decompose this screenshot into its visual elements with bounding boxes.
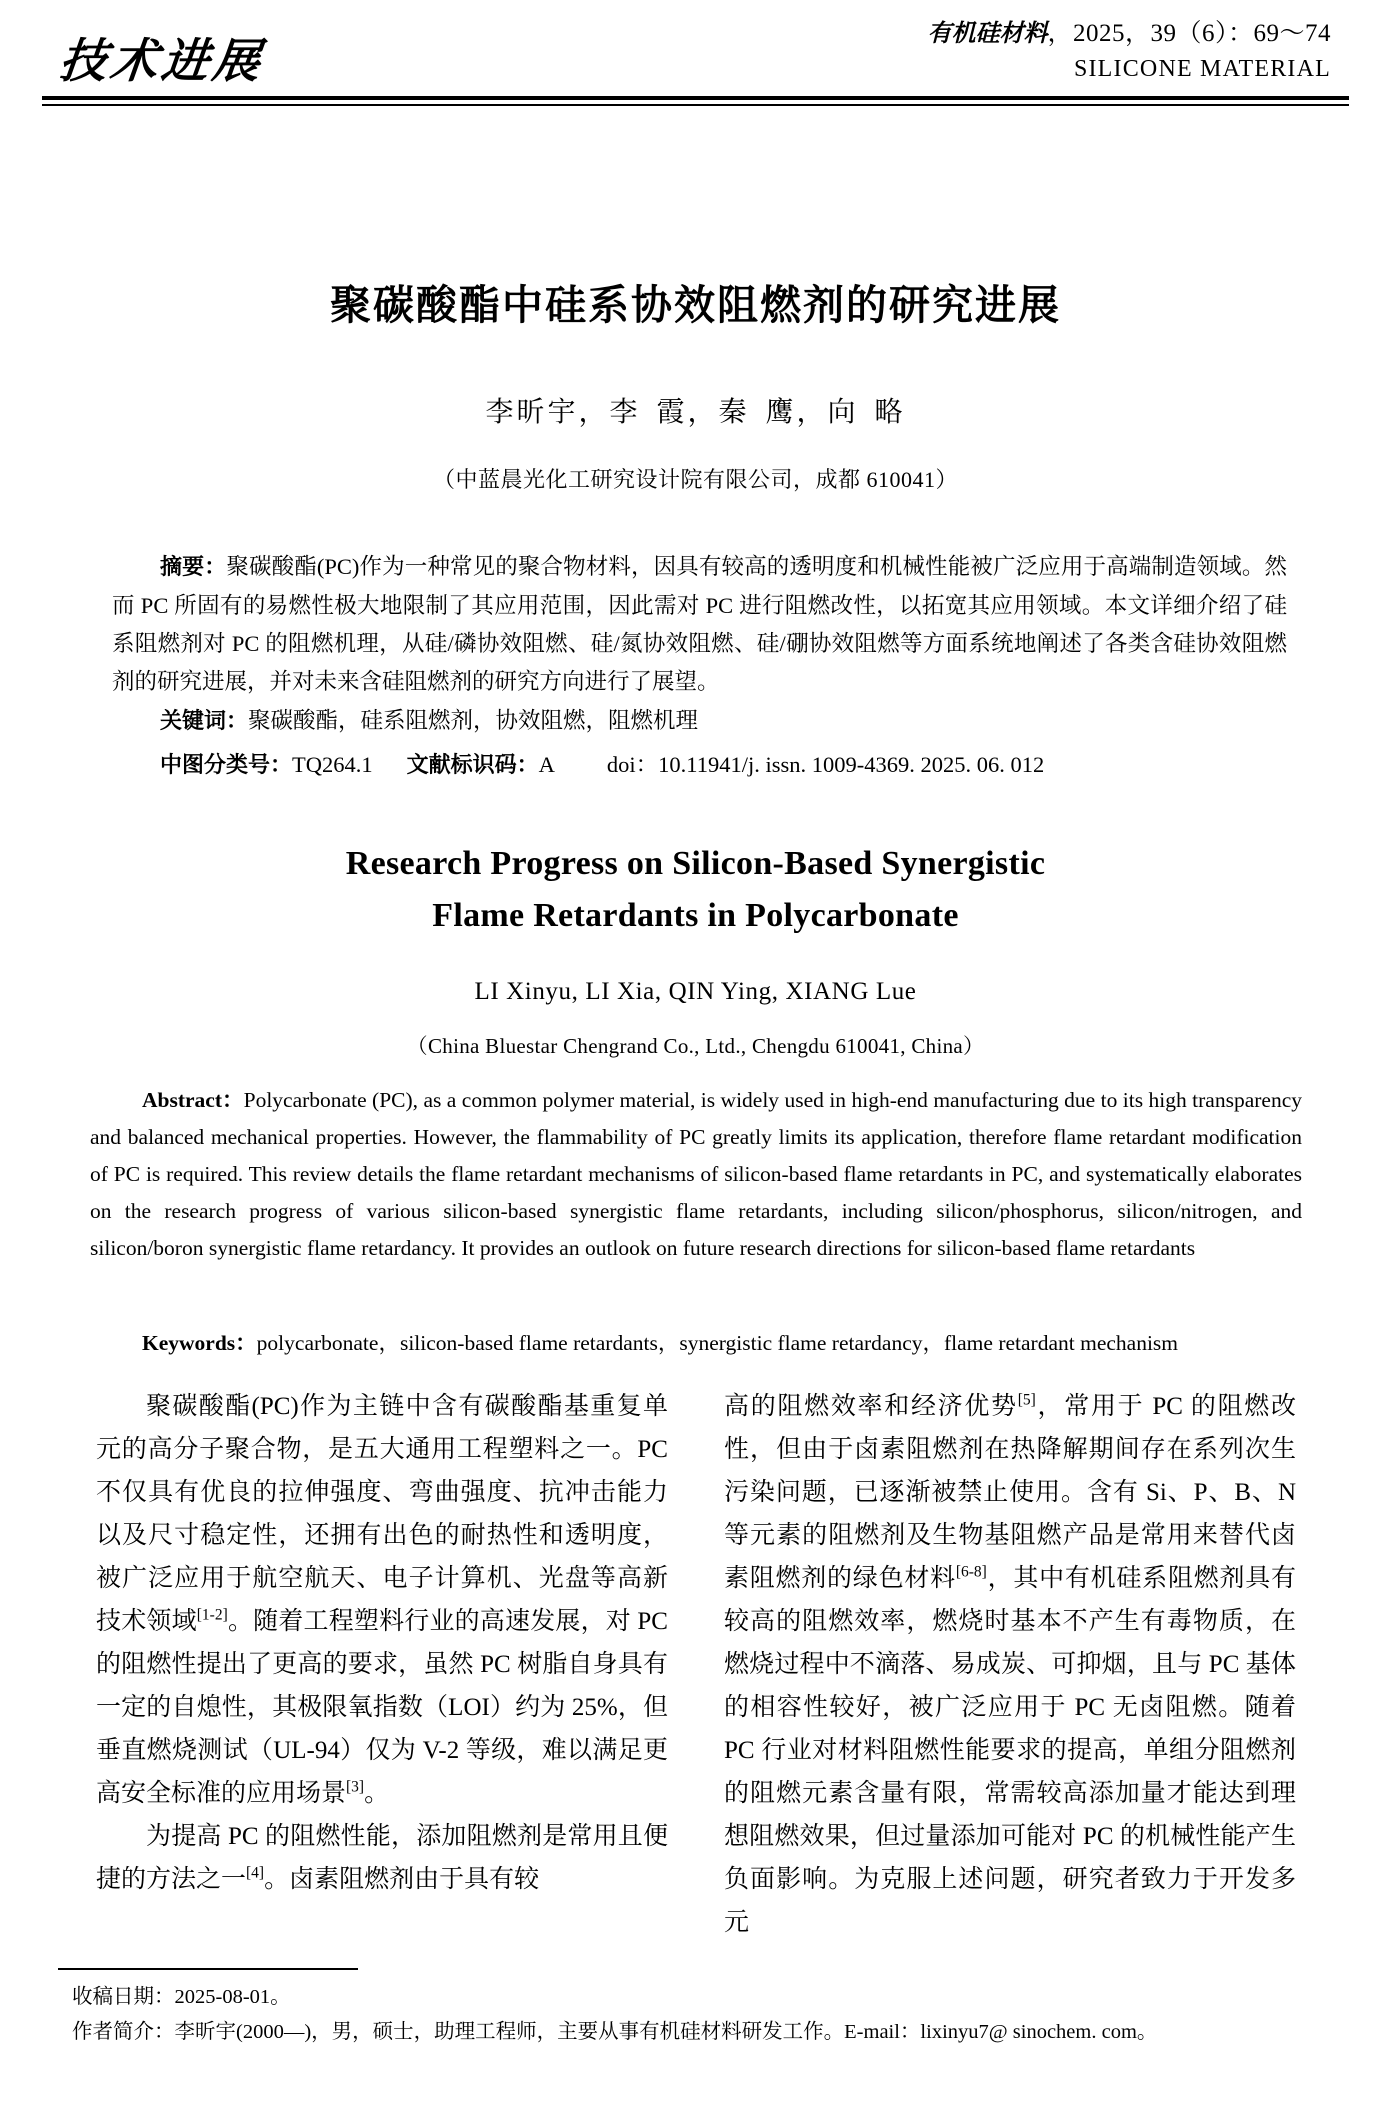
author-bio-value: 李昕宇(2000—)，男，硕士，助理工程师，主要从事有机硅材料研发工作。E-mail：lixinyu7@ sinochem. com。 <box>174 2021 1158 2043</box>
keywords-cn-label: 关键词： <box>160 709 249 734</box>
received-date-line <box>72 1980 1322 2015</box>
body-paragraph <box>96 1815 668 1901</box>
doc-code-value: A <box>538 752 555 777</box>
clc-value: TQ264.1 <box>292 752 373 777</box>
affiliation-cn: （中蓝晨光化工研究设计院有限公司，成都 610041） <box>432 467 958 492</box>
body-column-left <box>96 1385 668 1901</box>
header-rule-thick <box>42 96 1349 100</box>
footnotes <box>72 1980 1322 2050</box>
received-date-value: 2025-08-01。 <box>174 1986 291 2008</box>
classification-line <box>160 748 1310 783</box>
journal-citation <box>711 18 1331 49</box>
abstract-cn-label: 摘要： <box>160 555 227 580</box>
author-bio-line <box>72 2015 1322 2050</box>
doi-value: 10.11941/j. issn. 1009-4369. 2025. 06. 012 <box>658 752 1045 777</box>
authors-en: LI Xinyu, LI Xia, QIN Ying, XIANG Lue <box>474 978 917 1005</box>
journal-info <box>711 18 1331 83</box>
abstract-cn <box>112 548 1287 701</box>
journal-name-cn: 有机硅材料 <box>927 18 1048 47</box>
author-cn-4: 略 <box>874 397 906 428</box>
author-cn-1: 李昕宇，李 <box>485 397 641 428</box>
keywords-cn <box>160 704 1290 739</box>
masthead <box>56 18 1331 96</box>
journal-name-en: SILICONE MATERIAL <box>1073 56 1331 83</box>
author-bio-label: 作者简介： <box>72 2021 175 2043</box>
journal-volume-issue: ，2025，39（6）：69～74 <box>1047 20 1331 47</box>
citation-ref: [6-8] <box>955 1563 987 1581</box>
authors-cn <box>0 390 1391 430</box>
keywords-en-text: polycarbonate，silicon-based flame retardants，synergistic flame retardancy，flame retardant mechanism <box>256 1331 1179 1355</box>
body-paragraph <box>96 1385 668 1815</box>
clc-label: 中图分类号： <box>160 753 293 778</box>
citation-ref: [4] <box>246 1864 265 1882</box>
author-cn-3: 鹰，向 <box>765 397 859 428</box>
keywords-cn-text: 聚碳酸酯，硅系阻燃剂，协效阻燃，阻燃机理 <box>248 708 699 733</box>
affiliation-en: （China Bluestar Chengrand Co., Ltd., Chengdu 610041, China） <box>406 1034 985 1058</box>
page-title-cn: 聚碳酸酯中硅系协效阻燃剂的研究进展 <box>330 281 1061 329</box>
abstract-en-label: Abstract： <box>142 1088 244 1112</box>
doi-label: doi： <box>606 752 659 777</box>
doc-code-label: 文献标识码： <box>406 753 539 778</box>
abstract-en-text: Polycarbonate (PC), as a common polymer material, is widely used in high-end manufacturing due to its high transparency and balanced mechanical properties. However, the flammability of PC greatly limits its application, therefore flame retardant modification of PC is required. This review details the flame retardant mechanisms of silicon-based flame retardants in PC, and systematically elaborates on the research progress of various silicon-based synergistic flame retardants, including silicon/phosphorus, silicon/nitrogen, and silicon/boron synergistic flame retardancy. It provides an outlook on future research directions for silicon-based flame retardants <box>90 1088 1302 1260</box>
body-text: 聚碳酸酯(PC)作为主链中含有碳酸酯基重复单元的高分子聚合物，是五大通用工程塑料之一。PC 不仅具有优良的拉伸强度、弯曲强度、抗冲击能力以及尺寸稳定性，还拥有出色的耐热性和透明度，被广泛应用于航空航天、电子计算机、光盘等高新技术领域 <box>96 1393 668 1635</box>
body-text: 。随着工程塑料行业的高速发展，对 PC 的阻燃性提出了更高的要求，虽然 PC 树脂自身具有一定的自熄性，其极限氧指数（LOI）约为 25%，但垂直燃烧测试（UL-94）仅为 V-2 等级，难以满足更高安全标准的应用场景 <box>96 1608 668 1807</box>
body-text: ，常用于 PC 的阻燃改性，但由于卤素阻燃剂在热降解期间存在系列次生污染问题，已逐渐被禁止使用。含有 Si、P、B、N 等元素的阻燃剂及生物基阻燃产品是常用来替代卤素阻燃剂的绿色材料 <box>724 1393 1296 1592</box>
citation-ref: [3] <box>346 1778 365 1796</box>
section-label: 技术进展 <box>56 34 267 89</box>
body-text: 高的阻燃效率和经济优势 <box>724 1393 1018 1420</box>
body-text: 。 <box>364 1780 390 1807</box>
footnote-rule <box>58 1968 358 1970</box>
abstract-en <box>90 1082 1302 1267</box>
header-rule-thin <box>42 104 1349 106</box>
body-paragraph <box>724 1385 1296 1944</box>
author-cn-2: 霞，秦 <box>656 397 750 428</box>
keywords-en <box>90 1325 1302 1362</box>
page-title-en-line1: Research Progress on Silicon-Based Synergistic <box>345 845 1046 882</box>
body-text: ，其中有机硅系阻燃剂具有较高的阻燃效率，燃烧时基本不产生有毒物质，在燃烧过程中不滴落、易成炭、可抑烟，且与 PC 基体的相容性较好，被广泛应用于 PC 无卤阻燃。随着 PC 行业对材料阻燃性能要求的提高，单组分阻燃剂的阻燃元素含量有限，常需较高添加量才能达到理想阻燃效果，但过量添加可能对 PC 的机械性能产生负面影响。为克服上述问题，研究者致力于开发多元 <box>724 1565 1296 1936</box>
citation-ref: [1-2] <box>196 1606 228 1624</box>
citation-ref: [5] <box>1017 1391 1036 1409</box>
page-title-en <box>0 838 1391 942</box>
body-column-right <box>724 1385 1296 1944</box>
page-title-en-line2: Flame Retardants in Polycarbonate <box>432 897 959 934</box>
keywords-en-label: Keywords： <box>142 1331 257 1355</box>
abstract-cn-text: 聚碳酸酯(PC)作为一种常见的聚合物材料，因具有较高的透明度和机械性能被广泛应用于高端制造领域。然而 PC 所固有的易燃性极大地限制了其应用范围，因此需对 PC 进行阻燃改性，以拓宽其应用领域。本文详细介绍了硅系阻燃剂对 PC 的阻燃机理，从硅/磷协效阻燃、硅/氮协效阻燃、硅/硼协效阻燃等方面系统地阐述了各类含硅协效阻燃剂的研究进展，并对未来含硅阻燃剂的研究方向进行了展望。 <box>112 554 1287 694</box>
body-text: 。卤素阻燃剂由于具有较 <box>264 1866 540 1893</box>
received-date-label: 收稿日期： <box>72 1986 175 2008</box>
body-text: 为提高 PC 的阻燃性能，添加阻燃剂是常用且便捷的方法之一 <box>96 1823 668 1893</box>
